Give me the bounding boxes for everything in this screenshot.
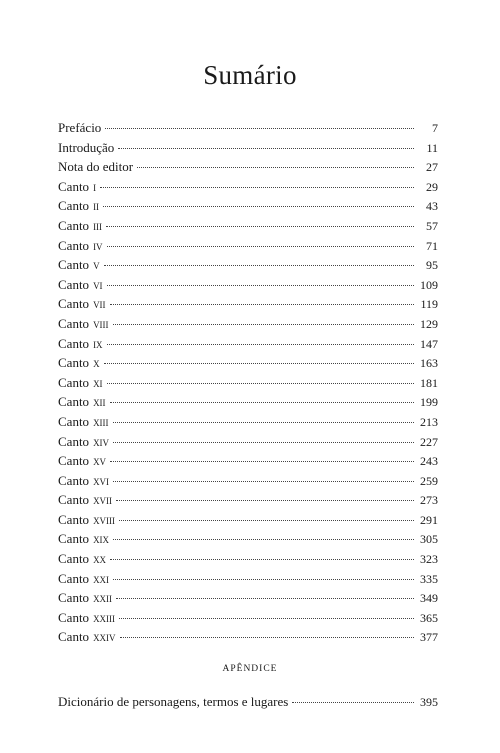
dot-leader	[113, 422, 414, 423]
toc-entry[interactable]	[58, 198, 438, 218]
toc-entry-page: 181	[420, 375, 438, 390]
toc-entry-numeral: iii	[93, 217, 103, 233]
toc-entry[interactable]	[58, 355, 438, 375]
toc-entry[interactable]	[58, 414, 438, 434]
dot-leader	[113, 579, 414, 580]
dot-leader	[292, 702, 414, 703]
toc-entry-label: Canto	[58, 570, 90, 586]
dot-leader	[113, 539, 414, 540]
toc-entry-numeral: i	[93, 178, 97, 194]
toc-entry-label: Canto	[58, 355, 90, 371]
toc-entry-label: Canto	[58, 276, 90, 292]
toc-entry-label: Prefácio	[58, 120, 102, 135]
toc-entry-label: Canto	[58, 257, 90, 273]
toc-entry-page: 213	[420, 414, 438, 429]
dot-leader	[118, 148, 414, 149]
toc-entry-label: Canto	[58, 374, 90, 390]
toc-entry-page: 119	[420, 297, 438, 312]
toc-entry-page: 11	[426, 140, 438, 155]
toc-entry-numeral: iv	[93, 237, 103, 253]
toc-entry-page: 349	[420, 591, 438, 606]
toc-entry-label: Canto	[58, 178, 90, 194]
dot-leader	[113, 481, 414, 482]
toc-entry[interactable]	[58, 571, 438, 591]
toc-entry-label: Canto	[58, 551, 90, 567]
dot-leader	[110, 304, 414, 305]
dot-leader	[110, 559, 414, 560]
toc-entry-numeral: xxiv	[93, 629, 116, 645]
dot-leader	[116, 500, 414, 501]
toc-entry-page: 227	[420, 434, 438, 449]
toc-entry-page: 243	[420, 454, 438, 469]
toc-entry[interactable]	[58, 394, 438, 414]
toc-entry[interactable]	[58, 296, 438, 316]
toc-entry[interactable]	[58, 179, 438, 199]
toc-entry[interactable]	[58, 316, 438, 336]
toc-entry-page: 335	[420, 571, 438, 586]
toc-entry-numeral: xvi	[93, 472, 110, 488]
dot-leader	[105, 128, 414, 129]
toc-entry-label: Introdução	[58, 139, 115, 155]
toc-entry-page: 273	[420, 493, 438, 508]
toc-entry-numeral: x	[93, 355, 100, 371]
dot-leader	[107, 383, 414, 384]
toc-entry-numeral: xi	[93, 374, 103, 390]
dot-leader	[113, 324, 414, 325]
toc-entry-label: Nota do editor	[58, 159, 134, 175]
toc-entry-page: 199	[420, 395, 438, 410]
toc-entry-numeral: xiii	[93, 413, 109, 429]
dot-leader	[116, 598, 414, 599]
dot-leader	[103, 206, 414, 207]
toc-entry-label: Canto	[58, 453, 90, 469]
toc-entry[interactable]	[58, 473, 438, 493]
toc-entry-label: Canto	[58, 629, 90, 645]
toc-entry-label: Canto	[58, 237, 90, 253]
toc-entry-page: 57	[426, 218, 438, 233]
toc-entry-page: 43	[426, 199, 438, 214]
toc-entry-page: 305	[420, 532, 438, 547]
toc-entry-numeral: xiv	[93, 433, 110, 449]
dot-leader	[107, 246, 414, 247]
toc-entry-numeral: vii	[93, 296, 106, 312]
toc-entry-numeral: xxiii	[93, 609, 116, 625]
dot-leader	[120, 637, 414, 638]
toc-entry[interactable]	[58, 610, 438, 630]
toc-entry-label: Canto	[58, 472, 90, 488]
toc-entry-page: 291	[420, 512, 438, 527]
page-title: Sumário	[203, 60, 297, 90]
toc-entry[interactable]	[58, 277, 438, 297]
toc-entry-numeral: xvii	[93, 492, 113, 508]
toc-entry-label: Canto	[58, 413, 90, 429]
toc-entry-label: Canto	[58, 217, 90, 233]
toc-entry-page: 109	[420, 277, 438, 292]
dot-leader	[110, 402, 414, 403]
toc-entry[interactable]	[58, 531, 438, 551]
dot-leader	[119, 618, 414, 619]
toc-entry[interactable]	[58, 140, 438, 160]
toc-entry-page: 323	[420, 552, 438, 567]
toc-entry-numeral: xviii	[93, 511, 116, 527]
toc-entry-page: 29	[426, 179, 438, 194]
toc-entry-numeral: xix	[93, 531, 110, 547]
toc-list	[58, 120, 438, 649]
toc-entry[interactable]	[58, 257, 438, 277]
dot-leader	[104, 363, 414, 364]
toc-entry-numeral: xv	[93, 453, 107, 469]
dot-leader	[106, 226, 414, 227]
dot-leader	[110, 461, 414, 462]
toc-entry-page: 163	[420, 356, 438, 371]
dot-leader	[119, 520, 414, 521]
toc-entry-label: Canto	[58, 433, 90, 449]
toc-entry-page: 27	[426, 160, 438, 175]
toc-entry[interactable]	[58, 434, 438, 454]
toc-entry[interactable]	[58, 629, 438, 649]
toc-entry-label: Canto	[58, 296, 90, 312]
toc-entry-numeral: v	[93, 257, 100, 273]
toc-entry[interactable]	[58, 120, 438, 140]
toc-entry-numeral: ii	[93, 198, 100, 214]
toc-entry-label: Canto	[58, 394, 90, 410]
toc-entry-numeral: vi	[93, 276, 103, 292]
toc-entry[interactable]	[58, 375, 438, 395]
toc-entry-numeral: viii	[93, 315, 109, 331]
toc-entry-label: Canto	[58, 315, 90, 331]
toc-entry-numeral: xx	[93, 551, 107, 567]
toc-entry-label: Canto	[58, 492, 90, 508]
toc-entry-page: 365	[420, 610, 438, 625]
toc-entry[interactable]	[58, 551, 438, 571]
dot-leader	[104, 265, 414, 266]
dot-leader	[107, 344, 414, 345]
toc-entry[interactable]	[58, 453, 438, 473]
toc-entry-label: Canto	[58, 590, 90, 606]
toc-entry[interactable]	[58, 238, 438, 258]
toc-entry-label: Canto	[58, 609, 90, 625]
toc-entry-label: Canto	[58, 511, 90, 527]
toc-entry-page: 7	[432, 121, 438, 135]
toc-entry-page: 259	[420, 473, 438, 488]
toc-entry[interactable]	[58, 512, 438, 532]
dot-leader	[137, 167, 414, 168]
toc-entry[interactable]	[58, 159, 438, 179]
toc-entry-label: Canto	[58, 198, 90, 214]
toc-entry-page: 95	[426, 258, 438, 273]
toc-entry-numeral: ix	[93, 335, 103, 351]
dot-leader	[107, 285, 414, 286]
appendix-heading: APÊNDICE	[222, 664, 278, 674]
toc-entry[interactable]	[58, 218, 438, 238]
toc-entry-appendix[interactable]	[58, 694, 438, 714]
toc-entry-page: 377	[420, 630, 438, 645]
toc-entry[interactable]	[58, 336, 438, 356]
toc-entry-numeral: xii	[93, 394, 106, 410]
toc-entry-page: 395	[420, 695, 438, 709]
toc-entry[interactable]	[58, 492, 438, 512]
toc-entry-numeral: xxii	[93, 590, 113, 606]
toc-entry-page: 71	[426, 238, 438, 253]
toc-entry-page: 129	[420, 316, 438, 331]
toc-entry-label: Canto	[58, 335, 90, 351]
toc-entry-label: Canto	[58, 531, 90, 547]
toc-entry-numeral: xxi	[93, 570, 110, 586]
dot-leader	[113, 442, 414, 443]
dot-leader	[100, 187, 414, 188]
toc-entry[interactable]	[58, 590, 438, 610]
toc-entry-label: Dicionário de personagens, termos e lugares	[58, 694, 289, 709]
appendix-list	[58, 694, 438, 714]
toc-entry-page: 147	[420, 336, 438, 351]
